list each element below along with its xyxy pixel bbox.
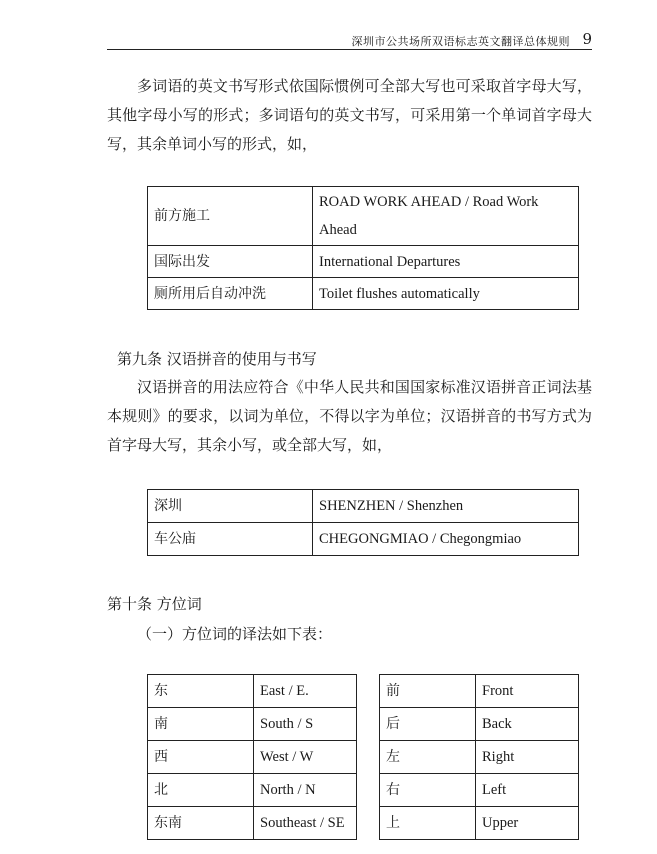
en-cell: International Departures xyxy=(313,246,579,278)
cn-cell: 上 xyxy=(380,807,476,840)
column-gap xyxy=(357,741,380,774)
article-9-heading: 第九条 汉语拼音的使用与书写 xyxy=(117,350,317,368)
cn-cell: 厕所用后自动冲洗 xyxy=(148,278,313,310)
en-cell: SHENZHEN / Shenzhen xyxy=(313,490,579,523)
example-table-pinyin xyxy=(147,489,579,556)
article-10-subheading: （一）方位词的译法如下表： xyxy=(137,625,333,643)
header-rule xyxy=(107,49,592,50)
cn-cell: 北 xyxy=(148,774,254,807)
table-row xyxy=(148,523,579,556)
en-cell: East / E. xyxy=(254,675,357,708)
header-title: 深圳市公共场所双语标志英文翻译总体规则 xyxy=(351,35,570,48)
cn-cell: 国际出发 xyxy=(148,246,313,278)
cn-cell: 车公庙 xyxy=(148,523,313,556)
en-cell: South / S xyxy=(254,708,357,741)
cn-cell: 左 xyxy=(380,741,476,774)
paragraph-case-rules: 多词语的英文书写形式依国际惯例可全部大写也可采取首字母大写，其他字母小写的形式；多词语句的英文书写，可采用第一个单词首字母大写，其余单词小写的形式，如， xyxy=(107,77,592,153)
article-10-heading: 第十条 方位词 xyxy=(107,595,202,613)
en-cell: Back xyxy=(476,708,579,741)
en-cell: West / W xyxy=(254,741,357,774)
cn-cell: 东 xyxy=(148,675,254,708)
cn-cell: 前 xyxy=(380,675,476,708)
column-gap xyxy=(357,774,380,807)
cn-cell: 东南 xyxy=(148,807,254,840)
en-cell: CHEGONGMIAO / Chegongmiao xyxy=(313,523,579,556)
en-cell: Left xyxy=(476,774,579,807)
en-cell: Right xyxy=(476,741,579,774)
table-row xyxy=(148,246,579,278)
table-row xyxy=(148,675,579,708)
table-row xyxy=(148,807,579,840)
table-row xyxy=(148,708,579,741)
page-header xyxy=(107,0,592,50)
en-cell: Toilet flushes automatically xyxy=(313,278,579,310)
en-cell: Front xyxy=(476,675,579,708)
column-gap xyxy=(357,708,380,741)
cn-cell: 右 xyxy=(380,774,476,807)
table-row xyxy=(148,278,579,310)
cn-cell: 后 xyxy=(380,708,476,741)
en-cell: Southeast / SE xyxy=(254,807,357,840)
page-number: 9 xyxy=(582,30,592,48)
cn-cell: 深圳 xyxy=(148,490,313,523)
direction-words-table xyxy=(147,674,579,840)
table-row xyxy=(148,741,579,774)
table-row xyxy=(148,187,579,246)
table-row xyxy=(148,774,579,807)
en-cell: Upper xyxy=(476,807,579,840)
cn-cell: 前方施工 xyxy=(148,187,313,246)
paragraph-pinyin-rules: 汉语拼音的用法应符合《中华人民共和国国家标准汉语拼音正词法基本规则》的要求，以词为单位，不得以字为单位；汉语拼音的书写方式为首字母大写，其余小写，或全部大写，如， xyxy=(107,378,592,454)
column-gap xyxy=(357,675,380,708)
cn-cell: 南 xyxy=(148,708,254,741)
en-cell: ROAD WORK AHEAD / Road Work Ahead xyxy=(313,187,579,246)
example-table-case xyxy=(147,186,579,310)
cn-cell: 西 xyxy=(148,741,254,774)
table-row xyxy=(148,490,579,523)
en-cell: North / N xyxy=(254,774,357,807)
column-gap xyxy=(357,807,380,840)
